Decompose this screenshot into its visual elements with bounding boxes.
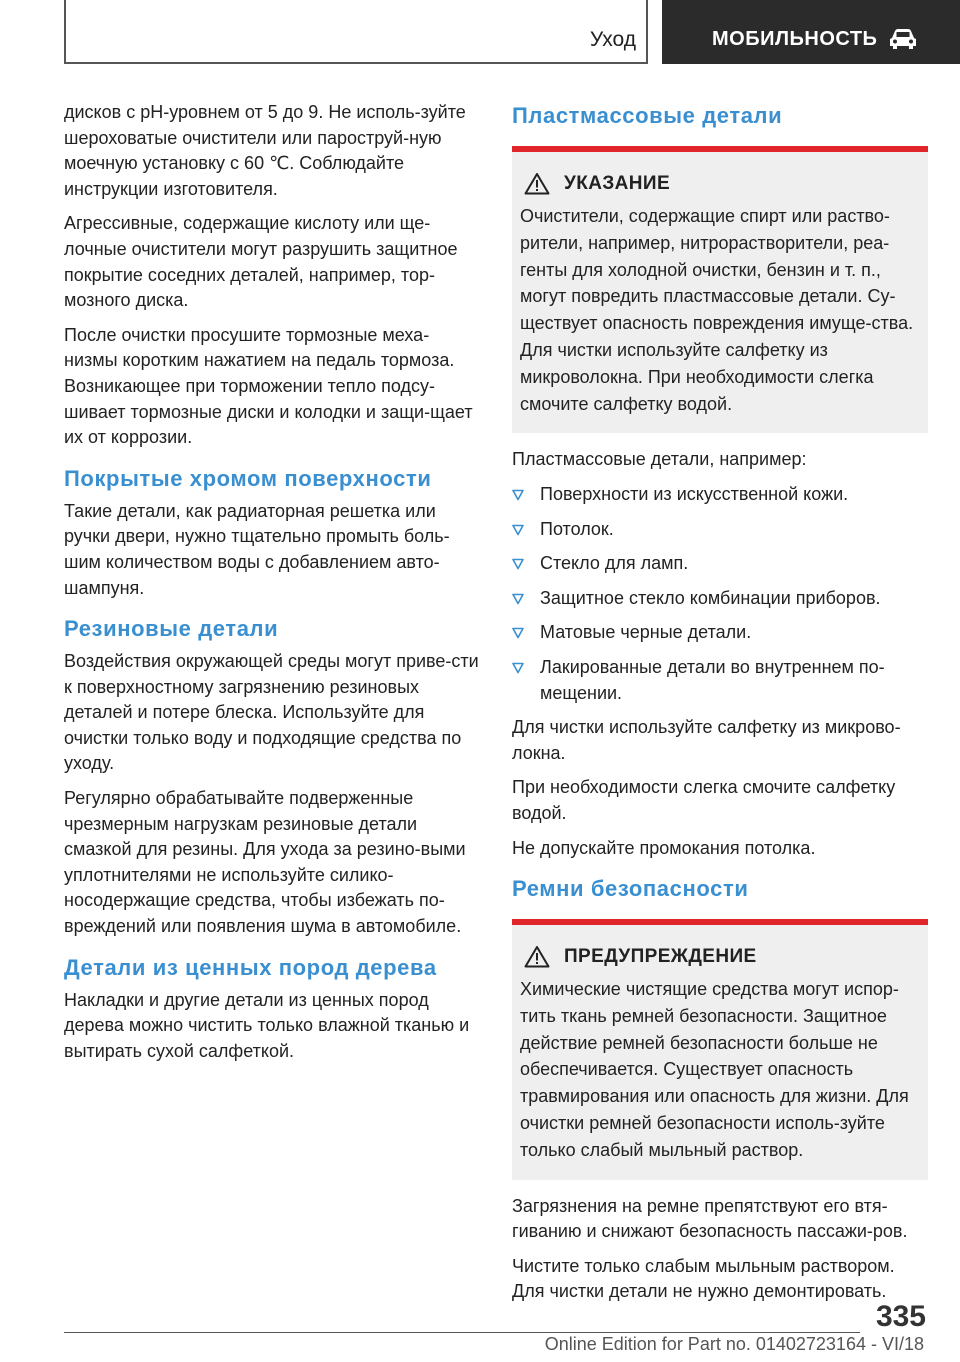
- page-number: 335: [875, 1300, 926, 1333]
- paragraph: Не допускайте промокания потолка.: [512, 837, 816, 858]
- paragraph: Воздействия окружающей среды могут приве-сти к поверхностному загрязнению резиновых деталей и потере блеска. Используйте для очистки только воду и подходящие средства по уходу.: [64, 651, 479, 774]
- heading-wood: Детали из ценных пород дерева: [64, 954, 437, 980]
- notice-box: [512, 146, 928, 433]
- header-section-title: Уход: [589, 28, 636, 51]
- warning-triangle-icon: [524, 172, 550, 195]
- footer-edition-text: Online Edition for Part no. 01402723164 - VI/18: [544, 1334, 924, 1354]
- list-item: Лакированные детали во внутреннем по-мещении.: [512, 655, 928, 706]
- paragraph: Агрессивные, содержащие кислоту или ще-лочные очистители могут разрушить защитное покрытие соседних деталей, например, тор-мозного диска.: [64, 213, 458, 311]
- plastic-parts-list: [512, 482, 928, 706]
- header-chapter-tab: [662, 0, 960, 64]
- notice-text: Очистители, содержащие спирт или раство-рители, например, нитрорастворители, реа-генты для холодной очистки, бензин и т. п., могут повредить пластмассовые детали. Су-ществует опасность повреждения имуще-ства. Для чистки используйте салфетку из микроволокна. При необходимости слегка смочите салфетку водой.: [520, 206, 914, 414]
- footer-divider: [64, 1332, 860, 1333]
- notice-title: УКАЗАНИЕ: [564, 172, 671, 194]
- triangle-bullet-icon: [512, 489, 524, 501]
- warning-triangle-icon: [524, 945, 550, 968]
- heading-rubber: Резиновые детали: [64, 616, 279, 642]
- right-column: [512, 100, 928, 1314]
- header-section-box: [64, 0, 648, 64]
- paragraph: Чистите только слабым мыльным раствором. Для чистки детали не нужно демонтировать.: [512, 1255, 895, 1302]
- left-column: [64, 100, 482, 1073]
- paragraph: Пластмассовые детали, например:: [512, 449, 807, 470]
- list-item: Стекло для ламп.: [512, 551, 928, 577]
- triangle-bullet-icon: [512, 627, 524, 639]
- paragraph: Такие детали, как радиаторная решетка или ручки двери, нужно тщательно промыть боль-шим количеством воды с добавлением авто-шампуня.: [64, 500, 450, 598]
- triangle-bullet-icon: [512, 558, 524, 570]
- triangle-bullet-icon: [512, 524, 524, 536]
- paragraph: После очистки просушите тормозные меха-низмы коротким нажатием на педаль тормоза. Возникающее при торможении тепло подсу-шивает тормозные диски и колодки и защи-щает их от коррозии.: [64, 324, 473, 448]
- list-item: Матовые черные детали.: [512, 620, 928, 646]
- warning-title: ПРЕДУПРЕЖДЕНИЕ: [564, 945, 757, 967]
- list-item: Поверхности из искусственной кожи.: [512, 482, 928, 508]
- paragraph: Накладки и другие детали из ценных пород дерева можно чистить только влажной тканью и вытирать сухой салфеткой.: [64, 989, 470, 1061]
- list-item: Потолок.: [512, 517, 928, 543]
- triangle-bullet-icon: [512, 662, 524, 674]
- heading-chrome: Покрытые хромом поверхности: [64, 465, 432, 491]
- paragraph: дисков с pH-уровнем от 5 до 9. Не исполь-зуйте шероховатые очистители или пароструй-ную моечную установку с 60 ℃. Соблюдайте инструкции изготовителя.: [64, 102, 466, 199]
- paragraph: При необходимости слегка смочите салфетку водой.: [512, 777, 896, 823]
- car-icon: [888, 27, 918, 51]
- heading-plastic: Пластмассовые детали: [512, 103, 783, 128]
- heading-belts: Ремни безопасности: [512, 876, 749, 902]
- paragraph: Для чистки используйте салфетку из микрово-локна.: [512, 717, 901, 763]
- warning-text: Химические чистящие средства могут испор-тить ткань ремней безопасности. Защитное действие ремней безопасности больше не обеспечивается. Существует опасность травмирования или опасность для жизни. Для очистки ремней безопасности исполь-зуйте только слабый мыльный раствор.: [520, 979, 909, 1160]
- triangle-bullet-icon: [512, 593, 524, 605]
- paragraph: Регулярно обрабатывайте подверженные чрезмерным нагрузкам резиновые детали смазкой для резины. Для ухода за резино-выми уплотнителями не используйте силико-носодержащие средства, чтобы избежать по-вреждений или появления шума в автомобиле.: [64, 788, 466, 937]
- warning-box: [512, 919, 928, 1180]
- paragraph: Загрязнения на ремне препятствуют его втя-гиванию и снижают безопасность пассажи-ров.: [512, 1195, 908, 1242]
- header-chapter-label: МОБИЛЬНОСТЬ: [712, 28, 878, 50]
- list-item: Защитное стекло комбинации приборов.: [512, 586, 928, 612]
